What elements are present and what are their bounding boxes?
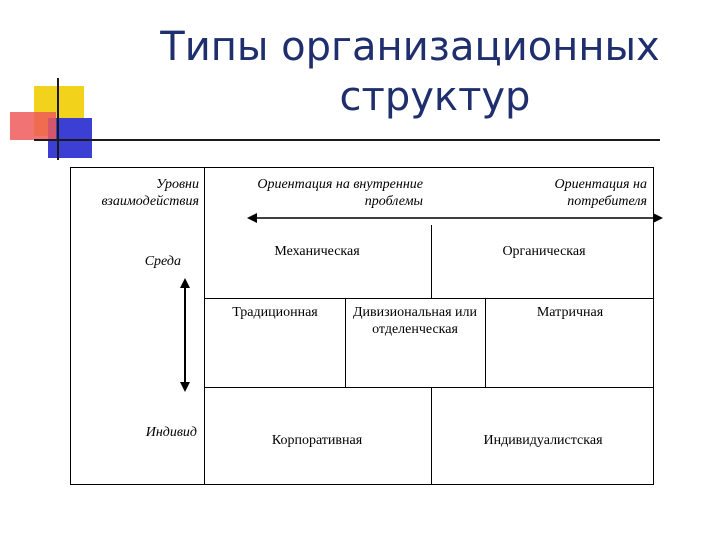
deco-red-square	[10, 112, 56, 140]
levels-header: Уровни взаимодействия	[101, 177, 199, 209]
title-line-1: Типы организационных	[160, 24, 660, 70]
consumer-orientation-header: Ориентация на потребителя	[554, 177, 647, 209]
divider-divisional-matrix	[485, 298, 486, 387]
cell-traditional: Традиционная	[232, 305, 318, 320]
divider-traditional-divisional	[345, 298, 346, 387]
cell-mechanical: Механическая	[274, 244, 360, 259]
cell-corporate: Корпоративная	[271, 433, 363, 448]
divider-row-2	[204, 387, 654, 388]
org-structures-diagram	[70, 167, 654, 485]
divider-row-1	[204, 298, 654, 299]
level-environment: Среда	[144, 254, 181, 269]
orientation-double-arrow	[247, 212, 663, 224]
divider-mech-organic	[431, 225, 432, 298]
cell-individualist: Индивидуалистская	[483, 433, 603, 448]
title-line-2: структур	[339, 74, 531, 120]
divider-corporate-individualist	[431, 387, 432, 485]
deco-vertical-line	[57, 78, 59, 160]
levels-double-arrow	[179, 278, 191, 392]
divider-levels-column	[204, 168, 205, 485]
cell-divisional: Дивизиональная или отделенческая	[353, 305, 477, 337]
internal-orientation-header: Ориентация на внутренние проблемы	[257, 177, 423, 209]
cell-organic: Органическая	[502, 244, 586, 259]
cell-matrix: Матричная	[536, 305, 604, 320]
deco-horizontal-line	[34, 139, 660, 141]
slide-title	[140, 22, 680, 122]
level-individual: Индивид	[145, 425, 197, 440]
